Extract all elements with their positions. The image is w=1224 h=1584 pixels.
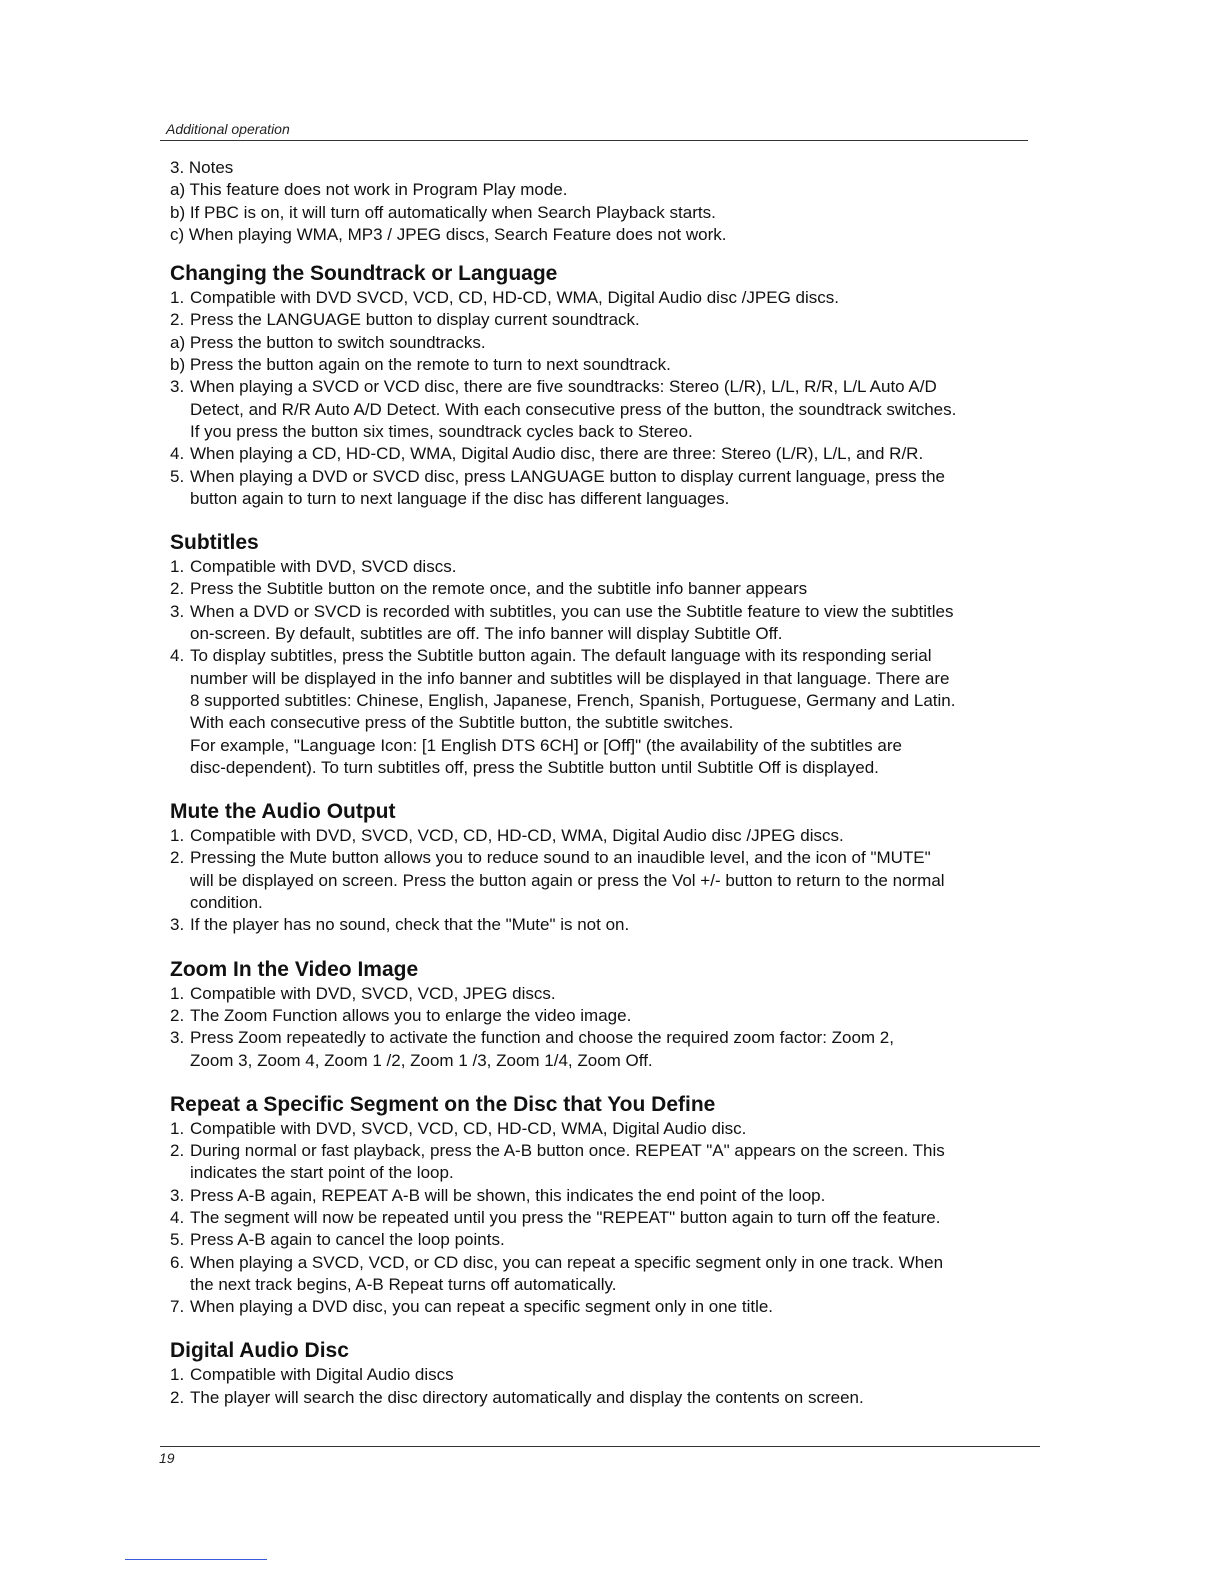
page-number: 19 — [159, 1450, 175, 1466]
list-item: 1. Compatible with DVD, SVCD, VCD, JPEG discs. — [170, 983, 556, 1003]
notes-block — [170, 157, 1035, 246]
list-item: 3. When a DVD or SVCD is recorded with subtitles, you can use the Subtitle feature to view the subtitles on-screen. By default, subtitles are off. The info banner will display Subtitle Off. — [170, 601, 954, 644]
section-mute — [170, 799, 1035, 936]
list-item: 6. When playing a SVCD, VCD, or CD disc, you can repeat a specific segment only in one track. When the next track begins, A-B Repeat turns off automatically. — [170, 1252, 944, 1294]
list-item: 1. Compatible with DVD, SVCD discs. — [170, 557, 457, 577]
list-item: 3. Press A-B again, REPEAT A-B will be shown, this indicates the end point of the loop. — [170, 1185, 826, 1205]
notes-title: 3. Notes — [170, 158, 234, 177]
list-item: 2. During normal or fast playback, press the A-B button once. REPEAT "A" appears on the screen. This indicates the start point of the loop. — [170, 1141, 945, 1183]
note-a: a) This feature does not work in Program Play mode. — [170, 180, 568, 200]
link-underline — [125, 1559, 267, 1560]
section-soundtrack — [170, 261, 1035, 510]
section-heading: Changing the Soundtrack or Language — [170, 262, 558, 286]
list-item: 2. Press the LANGUAGE button to display current soundtrack. — [170, 310, 640, 330]
list-item: 2. Press the Subtitle button on the remote once, and the subtitle info banner appears — [170, 579, 808, 599]
sub-item-b: b) Press the button again on the remote to turn to next soundtrack. — [170, 355, 671, 375]
note-c: c) When playing WMA, MP3 / JPEG discs, Search Feature does not work. — [170, 224, 727, 244]
list-item: 2. Pressing the Mute button allows you to reduce sound to an inaudible level, and the icon of "MUTE" will be displayed on screen. Press the button again or press the Vol +/- button to return to the normal condition. — [170, 848, 945, 913]
list-item: 1. Compatible with DVD SVCD, VCD, CD, HD-CD, WMA, Digital Audio disc /JPEG discs. — [170, 288, 839, 308]
section-heading: Repeat a Specific Segment on the Disc that You Define — [170, 1092, 716, 1116]
list-item: 4. The segment will now be repeated until you press the "REPEAT" button again to turn off the feature. — [170, 1207, 941, 1227]
section-digital-audio — [170, 1338, 1035, 1409]
sub-item-a: a) Press the button to switch soundtracks. — [170, 332, 486, 352]
section-heading: Zoom In the Video Image — [170, 957, 419, 981]
list-item: 4. When playing a CD, HD-CD, WMA, Digital Audio disc, there are three: Stereo (L/R), L/L, and R/R. — [170, 444, 924, 464]
header-divider — [160, 140, 1028, 141]
running-header: Additional operation — [166, 121, 290, 137]
list-item: 1. Compatible with DVD, SVCD, VCD, CD, HD-CD, WMA, Digital Audio disc. — [170, 1118, 747, 1138]
list-item: 2. The Zoom Function allows you to enlarge the video image. — [170, 1005, 632, 1025]
section-heading: Digital Audio Disc — [170, 1339, 349, 1363]
list-item: 3. Press Zoom repeatedly to activate the function and choose the required zoom factor: Zoom 2, Zoom 3, Zoom 4, Zoom 1 /2, Zoom 1 /3, Zoom 1/4, Zoom Off. — [170, 1028, 894, 1070]
section-subtitles — [170, 530, 1035, 779]
note-b: b) If PBC is on, it will turn off automatically when Search Playback starts. — [170, 202, 716, 222]
list-item: 3. When playing a SVCD or VCD disc, there are five soundtracks: Stereo (L/R), L/L, R/R, L/L Auto A/D Detect, and R/R Auto A/D Detect. With each consecutive press of the button, the soundtrack switches. If you press the button six times, soundtrack cycles back to Stereo. — [170, 377, 957, 441]
list-item: 3. If the player has no sound, check that the "Mute" is not on. — [170, 915, 630, 935]
list-item: 1. Compatible with Digital Audio discs — [170, 1365, 454, 1385]
list-item: 5. When playing a DVD or SVCD disc, press LANGUAGE button to display current language, press the button again to turn to next language if the disc has different languages. — [170, 466, 945, 508]
list-item: 5. Press A-B again to cancel the loop points. — [170, 1230, 505, 1250]
section-heading: Mute the Audio Output — [170, 800, 396, 824]
list-item: 4. To display subtitles, press the Subtitle button again. The default language with its responding serial number will be displayed in the info banner and subtitles will be displayed in that language. There are 8 supported subtitles: Chinese, English, Japanese, French, Spanish, Portuguese, Germany and Latin. With each consecutive press of the Subtitle button, the subtitle switches. For example, "Language Icon: [1 English DTS 6CH] or [Off]" (the availability of the subtitles are disc-dependent). To turn subtitles off, press the Subtitle button until Subtitle Off is displayed. — [170, 646, 956, 777]
list-item: 7. When playing a DVD disc, you can repeat a specific segment only in one title. — [170, 1297, 774, 1317]
section-repeat — [170, 1092, 1035, 1319]
section-zoom — [170, 957, 1035, 1072]
list-item: 1. Compatible with DVD, SVCD, VCD, CD, HD-CD, WMA, Digital Audio disc /JPEG discs. — [170, 826, 844, 846]
section-heading: Subtitles — [170, 531, 259, 555]
list-item: 2. The player will search the disc directory automatically and display the contents on screen. — [170, 1387, 864, 1407]
footer-divider — [160, 1446, 1040, 1447]
page-content — [170, 157, 1035, 1409]
